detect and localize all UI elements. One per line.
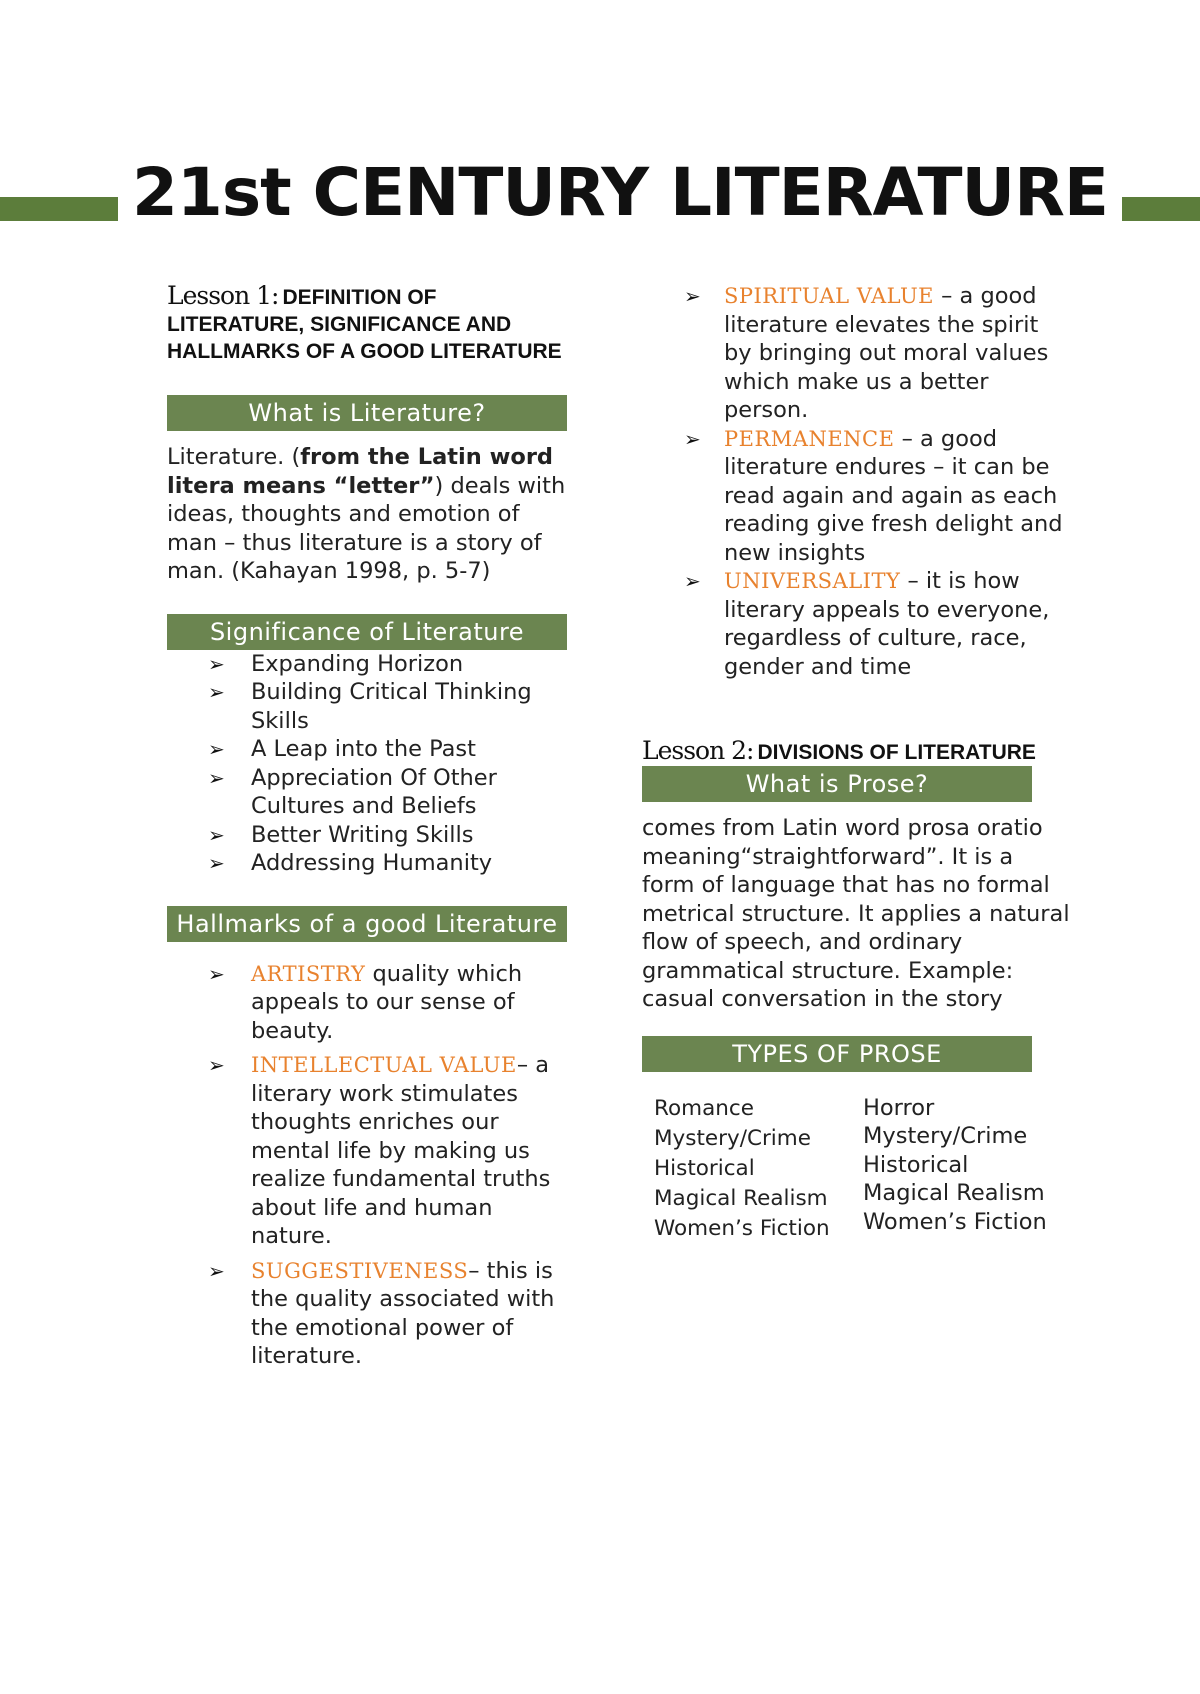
prose-type: Women’s Fiction [654,1215,830,1241]
lesson-2-label: Lesson 2: [642,736,754,765]
hallmark-term: SUGGESTIVENESS [251,1258,469,1283]
hallmark-description: – a literary work stimulates thoughts enriches our mental life by making us realize fundamental truths about life and human nature. [251,1052,551,1249]
prose-type: Magical Realism [863,1180,1045,1206]
hallmarks-list [167,960,567,1371]
hallmarks-header: Hallmarks of a good Literature [167,906,567,942]
prose-type: Mystery/Crime [863,1123,1028,1149]
arrowhead-bullet-icon: ➢ [684,569,701,593]
lesson-1-label: Lesson 1: [167,281,279,310]
types-column-2 [863,1094,1072,1244]
prose-type: Women’s Fiction [863,1208,1047,1235]
prose-type: Historical [654,1155,755,1181]
prose-type: Romance [654,1095,754,1121]
arrowhead-bullet-icon: ➢ [684,284,701,308]
list-item-text: Expanding Horizon [251,650,464,677]
hallmark-term: PERMANENCE [724,426,895,451]
what-is-literature-header: What is Literature? [167,395,567,431]
prose-type: Historical [863,1151,969,1178]
list-item-text: A Leap into the Past [251,736,476,762]
hallmark-term: UNIVERSALITY [724,569,901,593]
hallmark-term: ARTISTRY [251,961,366,986]
arrowhead-bullet-icon: ➢ [208,961,225,986]
hallmark-term: SPIRITUAL VALUE [724,284,934,308]
list-item [167,650,567,679]
list-item [167,821,567,850]
list-item [167,764,567,821]
types-of-prose-list [642,1094,1072,1244]
list-item-text: Better Writing Skills [251,821,474,848]
significance-header: Significance of Literature [167,614,567,650]
hallmarks-list-continued [642,282,1072,681]
hallmark-description: – this is the quality associated with the emotional power of literature. [251,1257,555,1369]
arrowhead-bullet-icon: ➢ [208,851,225,875]
list-item [167,735,567,764]
arrowhead-bullet-icon: ➢ [208,822,225,847]
prose-type: Horror [863,1094,935,1121]
arrowhead-bullet-icon: ➢ [208,680,225,704]
lesson-1-heading: Lesson 1: DEFINITION OF LITERATURE, SIGNIFICANCE AND HALLMARKS OF A GOOD LITERATURE [167,281,562,363]
hallmark-description: quality which appeals to our sense of beauty. [251,960,523,1044]
list-item-text: Building Critical Thinking Skills [251,679,532,734]
significance-list [167,650,567,878]
arrowhead-bullet-icon: ➢ [208,1053,225,1077]
list-item [167,1051,567,1251]
list-item-text: Appreciation Of Other Cultures and Beliefs [251,764,497,819]
left-column [167,282,567,1377]
hallmark-description: – a good literature endures – it can be read again and again as each reading give fresh delight and new insights [724,425,1063,566]
lesson-2-heading: Lesson 2: DIVISIONS OF LITERATURE [642,736,1036,765]
list-item [167,1257,567,1371]
list-item [167,960,567,1046]
list-item-text: Addressing Humanity [251,850,493,876]
list-item [167,678,567,735]
arrowhead-bullet-icon: ➢ [208,651,225,676]
right-column [642,282,1072,1244]
page-title: 21st CENTURY LITERATURE [0,160,1200,226]
prose-type: Mystery/Crime [654,1125,811,1151]
types-column-1 [654,1094,863,1244]
hallmark-term: INTELLECTUAL VALUE [251,1053,517,1077]
literature-definition: Literature. (from the Latin word litera means “letter”) deals with ideas, thoughts and emotion of man – thus literature is a story of man. (Kahayan 1998, p. 5-7) [167,444,566,584]
list-item [167,849,567,878]
arrowhead-bullet-icon: ➢ [208,765,225,790]
arrowhead-bullet-icon: ➢ [208,737,225,761]
hallmark-description: – a good literature elevates the spirit by bringing out moral values which make us a better person. [724,283,1049,423]
list-item [642,425,1072,568]
hallmark-description: – it is how literary appeals to everyone, regardless of culture, race, gender and time [724,568,1050,680]
arrowhead-bullet-icon: ➢ [208,1258,225,1283]
list-item [642,282,1072,425]
prose-definition: comes from Latin word prosa oratio meaning“straightforward”. It is a form of language that has no formal metrical structure. It applies a natural flow of speech, and ordinary grammatical structure. Example: casual conversation in the story [642,815,1070,1012]
prose-type: Magical Realism [654,1185,828,1211]
what-is-prose-header: What is Prose? [642,766,1032,802]
list-item [642,567,1072,681]
types-of-prose-header: TYPES OF PROSE [642,1036,1032,1072]
arrowhead-bullet-icon: ➢ [684,426,701,451]
